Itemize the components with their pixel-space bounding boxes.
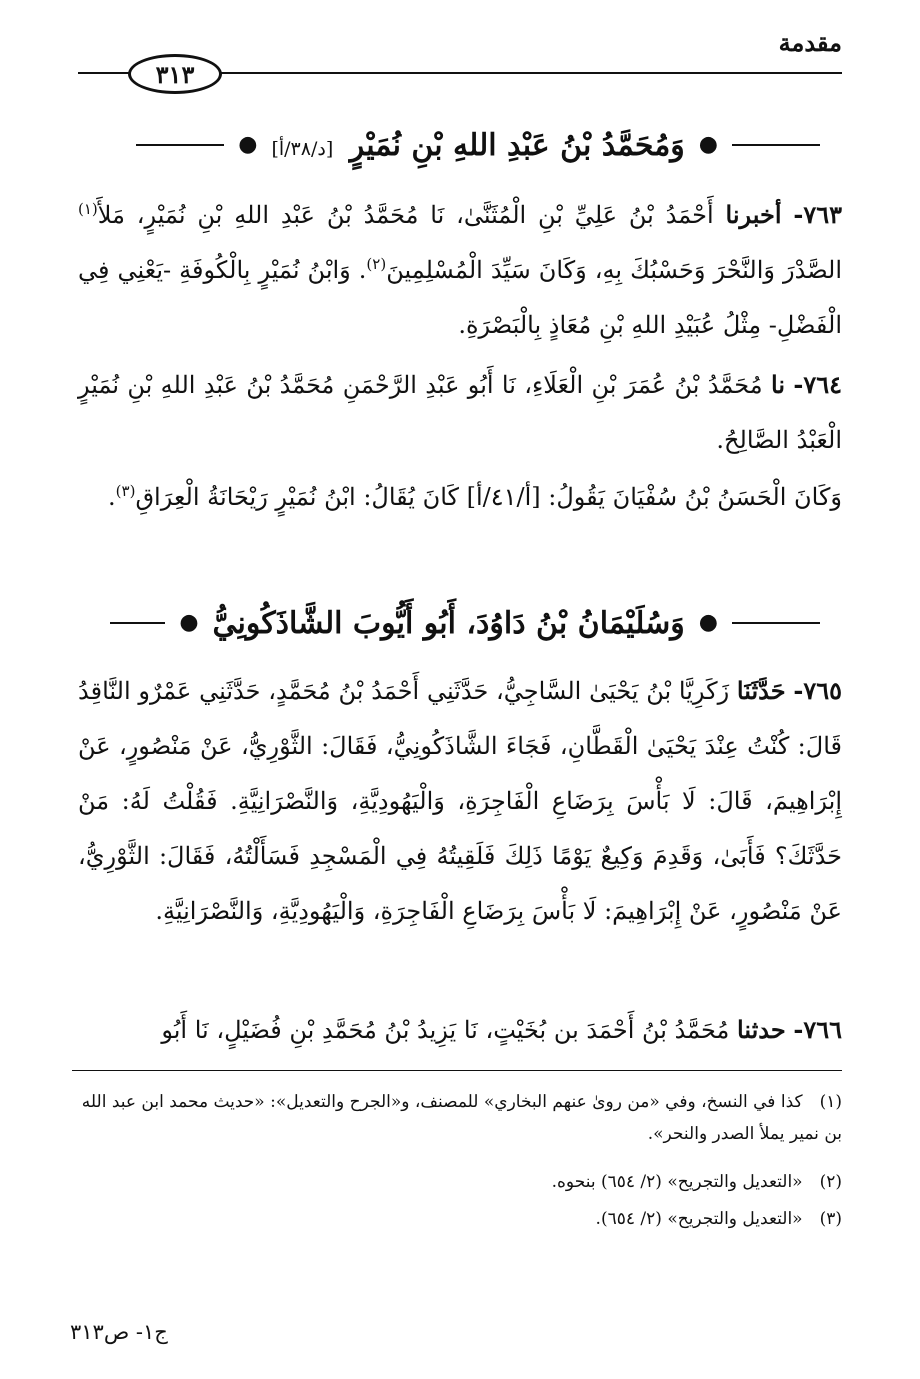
section-heading-shadhakuni [110,600,820,646]
narration-text: وَكَانَ الْحَسَنُ بْنُ سُفْيَانَ يَقُولُ: [أ/٤١/أ] كَانَ يُقَالُ: ابْنُ نُمَيْرٍ رَيْحَانَةُ الْعِرَاقِ [135,483,842,511]
bullet-icon: ● [698,132,718,157]
narration-number: ٧٦٦- [793,1015,842,1044]
footnote-2 [78,1166,842,1198]
footnote-separator [72,1070,842,1071]
heading-rule-left [136,144,224,146]
footnote-marker[interactable]: (٣) [115,482,136,500]
narration-text: الصَّدْرَ وَالنَّحْرَ وَحَسْبُكَ بِهِ، وَكَانَ سَيِّدَ الْمُسْلِمِينَ [386,256,843,284]
page-number: ٣١٣ [155,59,195,89]
narration-text: زَكَرِيَّا بْنُ يَحْيَىٰ السَّاجِيُّ، حَدَّثَنِي أَحْمَدُ بْنُ مُحَمَّدٍ، حَدَّثَنِي عَمْرٌو النَّاقِدُ قَالَ: كُنْتُ عِنْدَ يَحْيَىٰ الْقَطَّانِ، فَجَاءَ الشَّاذَكُونِيُّ، فَقَالَ: الثَّوْرِيُّ، عَنْ مَنْصُورٍ، عَنْ إِبْرَاهِيمَ، قَالَ: لَا بَأْسَ بِرَضَاعِ الْفَاجِرَةِ، وَالْيَهُودِيَّةِ، وَالنَّصْرَانِيَّةِ. فَقُلْتُ لَهُ: مَنْ حَدَّثَكَ؟ فَأَبَىٰ، وَقَدِمَ وَكِيعٌ يَوْمًا ذَلِكَ فَلَقِيتُهُ فِي الْمَسْجِدِ فَسَأَلْتُهُ، فَقَالَ: الثَّوْرِيُّ، عَنْ مَنْصُورٍ، عَنْ إِبْرَاهِيمَ: لَا بَأْسَ بِرَضَاعِ الْفَاجِرَةِ، وَالْيَهُودِيَّةِ، وَالنَّصْرَانِيَّةِ. [78,677,843,925]
footnote-number: (١) [819,1092,842,1112]
narration-766 [78,1002,842,1058]
footnote-marker[interactable]: (٢) [366,255,387,273]
heading-rule-right [732,144,820,146]
transmission-keyword: حدثنا [737,1015,786,1044]
footnote-marker[interactable]: (١) [78,200,98,218]
section-title [213,606,685,641]
narration-text: أَحْمَدُ بْنُ عَلِيِّ بْنِ الْمُثَنَّىٰ، نَا مُحَمَّدُ بْنُ عَبْدِ اللهِ بْنِ نُمَيْرٍ، مَلأَ [97,201,714,229]
page-number-oval [128,54,222,94]
bullet-icon: ● [238,132,258,157]
narration-text: . وَابْنُ نُمَيْرٍ بِالْكُوفَةِ -يَعْنِي فِي الْفَضْلِ- مِثْلُ عُبَيْدِ اللهِ بْنِ مُعَاذٍ بِالْبَصْرَةِ. [78,256,842,339]
narration-text: . [108,483,116,511]
bullet-icon: ● [179,610,199,635]
footnote-3 [78,1203,842,1235]
transmission-keyword: أخبرنا [725,200,782,229]
transmission-keyword: حَدَّثَنَا [736,676,786,705]
manuscript-ref: [د/٣٨/أ] [271,137,334,160]
transmission-keyword: نا [771,370,785,399]
footnote-number: (٣) [819,1209,842,1229]
narration-764 [78,357,842,468]
narration-763 [78,187,842,353]
heading-rule-left [110,622,165,624]
footnote-number: (٢) [819,1172,842,1192]
footnote-text: «التعديل والتجريح» (٢/ ٦٥٤). [595,1209,803,1229]
section-title-text: وَمُحَمَّدُ بْنُ عَبْدِ اللهِ بْنِ نُمَيْرٍ [349,127,685,163]
volume-page-label: ج١- ص٣١٣ [70,1320,168,1344]
section-heading-ibn-numayr [110,122,820,168]
narration-text: مُحَمَّدُ بْنُ عُمَرَ بْنِ الْعَلَاءِ، نَا أَبُو عَبْدِ الرَّحْمَنِ مُحَمَّدُ بْنُ عَبْدِ اللهِ بْنِ نُمَيْرٍ الْعَبْدُ الصَّالِحُ. [78,371,842,454]
narration-text: مُحَمَّدُ بْنُ أَحْمَدَ بن بُخَيْتٍ، نَا يَزِيدُ بْنُ مُحَمَّدِ بْنِ فُضَيْلٍ، نَا أَبُو [161,1016,730,1044]
footnote-text: كذا في النسخ، وفي «من روىٰ عنهم البخاري» للمصنف، و«الجرح والتعديل»: «حديث محمد ابن عبد الله بن نمير يملأ الصدر والنحر». [81,1092,842,1144]
narration-764-continuation [78,470,842,525]
footnote-text: «التعديل والتجريح» (٢/ ٦٥٤) بنحوه. [551,1172,803,1192]
narration-number: ٧٦٤- [793,370,842,399]
narration-765 [78,663,842,939]
footnote-1 [78,1086,842,1150]
section-title-text: وَسُلَيْمَانُ بْنُ دَاوُدَ، أَبُو أَيُّوبَ الشَّاذَكُونِيُّ [212,605,685,641]
bullet-icon: ● [698,610,718,635]
narration-number: ٧٦٥- [793,676,842,705]
narration-number: ٧٦٣- [793,200,842,229]
heading-rule-right [732,622,820,624]
section-title [271,128,684,163]
running-title: مقدمة [778,28,842,57]
